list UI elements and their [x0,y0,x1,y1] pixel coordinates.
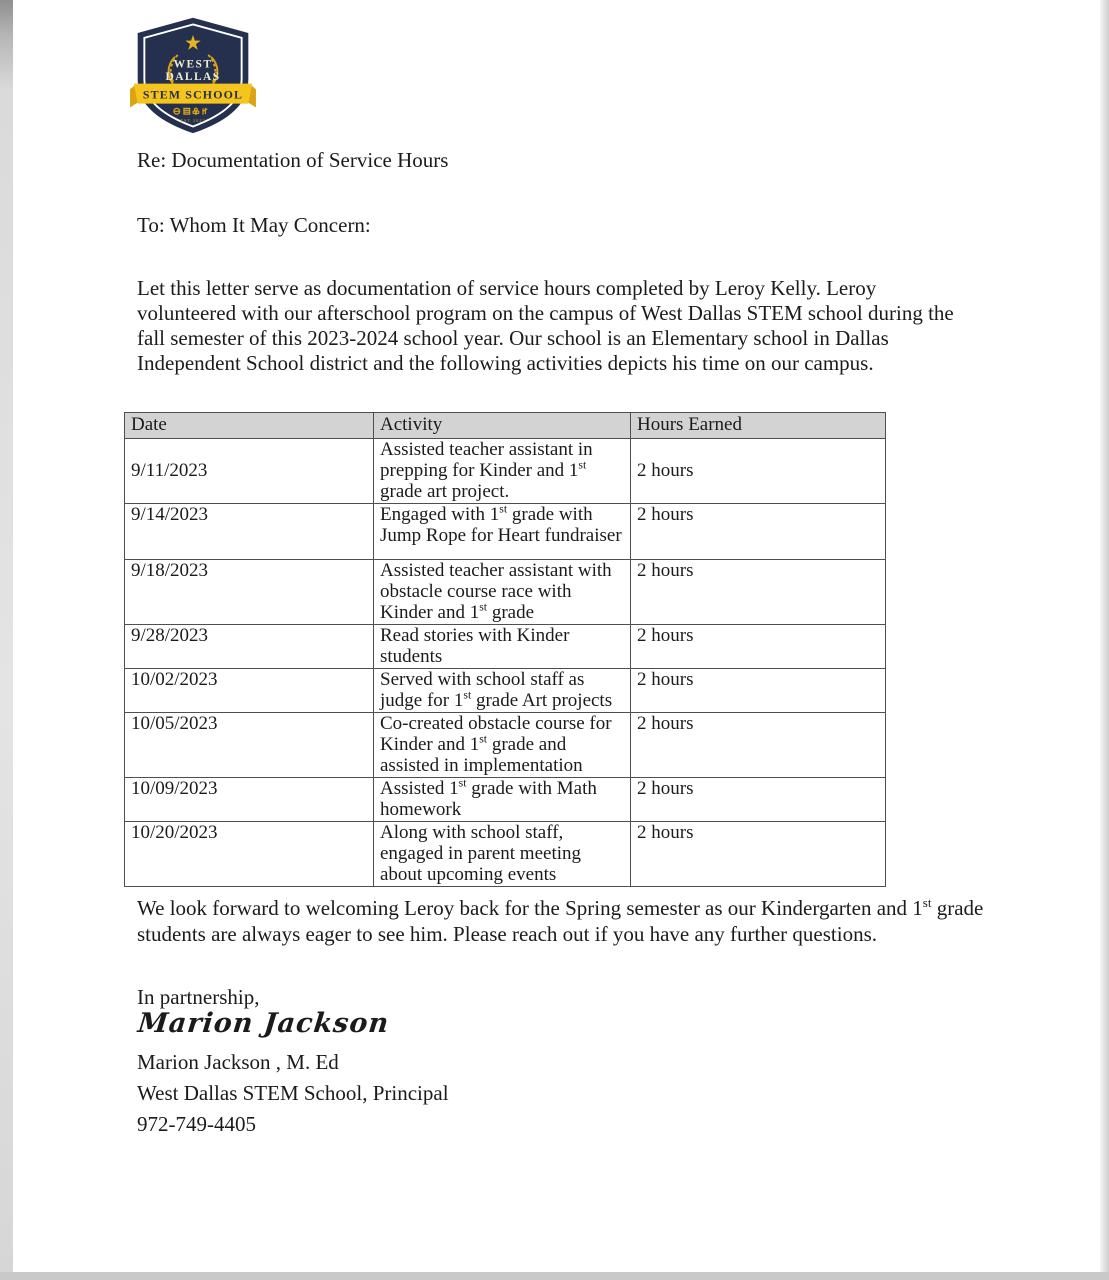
cell-hours: 2 hours [631,560,886,625]
cell-activity: Assisted teacher assistant with obstacle course race with Kinder and 1st grade [374,560,631,625]
cell-date: 9/11/2023 [125,439,374,504]
cell-activity: Read stories with Kinder students [374,625,631,669]
cell-hours: 2 hours [631,822,886,887]
table-row [125,713,886,778]
cell-activity: Along with school staff, engaged in parent meeting about upcoming events [374,822,631,887]
recipient-line: To: Whom It May Concern: [137,213,371,237]
signer-phone: 972-749-4405 [137,1112,256,1136]
intro-paragraph: Let this letter serve as documentation of service hours completed by Leroy Kelly. Leroy volunteered with our afterschool program on the campus of West Dallas STEM school during the fall semester of this 2023-2024 school year. Our school is an Elementary school in Dallas Independent School district and the following activities depicts his time on our campus. [137,276,954,375]
cell-date: 10/02/2023 [125,669,374,713]
column-header: Date [125,413,374,439]
cell-date: 10/09/2023 [125,778,374,822]
table-header-row [125,413,886,439]
cell-date: 9/18/2023 [125,560,374,625]
service-hours-table [124,412,886,887]
svg-text:STEM SCHOOL: STEM SCHOOL [142,87,244,102]
cell-hours: 2 hours [631,713,886,778]
cell-date: 9/14/2023 [125,504,374,560]
table-row [125,625,886,669]
cell-activity: Assisted 1st grade with Math homework [374,778,631,822]
cell-activity: Engaged with 1st grade with Jump Rope for Heart fundraiser [374,504,631,560]
subject-line: Re: Documentation of Service Hours [137,148,449,172]
table-row [125,669,886,713]
cell-hours: 2 hours [631,669,886,713]
closing-paragraph: We look forward to welcoming Leroy back for the Spring semester as our Kindergarten and 1st grade students are always eager to see him. Please reach out if you have any further questions. [137,895,984,946]
svg-text:DALLAS: DALLAS [165,70,221,83]
handwritten-signature: Marion Jackson [136,1008,391,1039]
school-crest-logo [130,13,256,137]
cell-activity: Co-created obstacle course for Kinder and 1st grade and assisted in implementation [374,713,631,778]
cell-hours: 2 hours [631,504,886,560]
table-row [125,778,886,822]
cell-activity: Assisted teacher assistant in prepping for Kinder and 1st grade art project. [374,439,631,504]
signoff-line: In partnership, [137,985,260,1009]
shield-crest-icon [130,13,256,137]
cell-activity: Served with school staff as judge for 1st grade Art projects [374,669,631,713]
cell-date: 10/20/2023 [125,822,374,887]
cell-date: 9/28/2023 [125,625,374,669]
page-edge-bottom [0,1272,1109,1280]
table-row [125,504,886,560]
svg-text:WEST: WEST [173,58,213,71]
page-edge-right [1100,0,1109,1280]
column-header: Activity [374,413,631,439]
page-edge-left [0,0,13,1280]
cell-hours: 2 hours [631,625,886,669]
column-header: Hours Earned [631,413,886,439]
cell-date: 10/05/2023 [125,713,374,778]
table-row [125,560,886,625]
signer-title-line: West Dallas STEM School, Principal [137,1081,449,1105]
cell-hours: 2 hours [631,439,886,504]
table-row [125,822,886,887]
svg-text:EST 2023: EST 2023 [180,118,206,124]
cell-hours: 2 hours [631,778,886,822]
signer-name-line: Marion Jackson , M. Ed [137,1050,339,1074]
table-row [125,439,886,504]
